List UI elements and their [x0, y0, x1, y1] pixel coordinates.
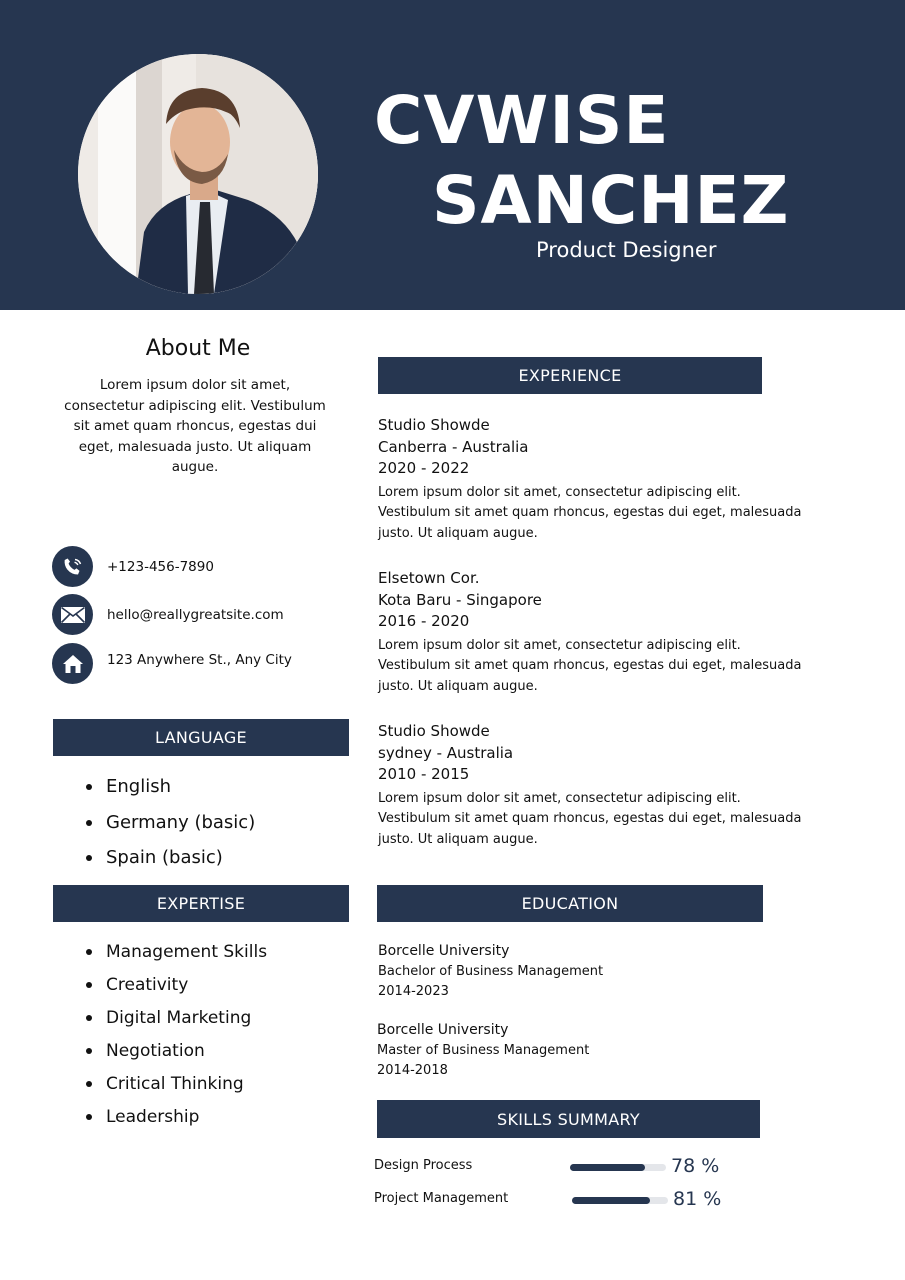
expertise-heading: EXPERTISE [53, 885, 349, 922]
education-school: Borcelle University [378, 943, 510, 959]
list-item: English [86, 775, 255, 811]
last-name: SANCHEZ [432, 162, 790, 239]
mail-icon [52, 594, 93, 635]
education-entry [378, 941, 638, 1002]
skills-heading: SKILLS SUMMARY [377, 1100, 760, 1138]
contact-address-text: 123 Anywhere St., Any City [107, 651, 292, 668]
education-years: 2014-2023 [378, 984, 449, 999]
phone-icon [52, 546, 93, 587]
job-years: 2010 - 2015 [378, 765, 470, 783]
job-company: Elsetown Cor. [378, 569, 480, 587]
skill-name: Project Management [374, 1191, 509, 1206]
contact-email [52, 594, 284, 635]
job-years: 2016 - 2020 [378, 612, 470, 630]
job-company: Studio Showde [378, 416, 490, 434]
job-entry [378, 721, 808, 850]
list-item: Creativity [86, 973, 267, 1006]
contact-address [52, 643, 292, 684]
language-heading: LANGUAGE [53, 719, 349, 756]
education-school: Borcelle University [377, 1022, 509, 1038]
job-company: Studio Showde [378, 722, 490, 740]
education-heading: EDUCATION [377, 885, 763, 922]
contact-email-text: hello@reallygreatsite.com [107, 606, 284, 623]
skill-name: Design Process [374, 1158, 473, 1173]
skill-bar-fill [572, 1197, 650, 1204]
profile-photo [78, 54, 318, 294]
education-degree: Bachelor of Business Management [378, 964, 604, 979]
header-banner [0, 0, 905, 310]
job-years: 2020 - 2022 [378, 459, 470, 477]
skill-bar-track [572, 1197, 668, 1204]
job-location: Kota Baru - Singapore [378, 590, 542, 609]
first-name: CVWISE [374, 82, 670, 159]
job-entry [378, 415, 808, 544]
language-list [86, 775, 255, 882]
education-entry [377, 1020, 637, 1081]
job-location: sydney - Australia [378, 743, 514, 762]
job-entry [378, 568, 808, 697]
list-item: Negotiation [86, 1039, 267, 1072]
list-item: Germany (basic) [86, 811, 255, 847]
job-title: Product Designer [536, 238, 717, 262]
about-title: About Me [145, 336, 251, 361]
skill-bar-fill [570, 1164, 645, 1171]
experience-heading: EXPERIENCE [378, 357, 762, 394]
education-years: 2014-2018 [377, 1063, 448, 1078]
contact-phone-text: +123-456-7890 [107, 558, 214, 575]
skill-percent: 81 % [673, 1188, 722, 1210]
job-description: Lorem ipsum dolor sit amet, consectetur adipiscing elit. Vestibulum sit amet quam rhoncus, egestas dui eget, malesuada justo. Ut aliquam augue. [378, 484, 802, 541]
education-degree: Master of Business Management [377, 1043, 590, 1058]
list-item: Spain (basic) [86, 846, 255, 882]
job-location: Canberra - Australia [378, 437, 529, 456]
list-item: Leadership [86, 1105, 267, 1138]
list-item: Management Skills [86, 940, 267, 973]
job-description: Lorem ipsum dolor sit amet, consectetur adipiscing elit. Vestibulum sit amet quam rhoncus, egestas dui eget, malesuada justo. Ut aliquam augue. [378, 790, 802, 847]
home-icon [52, 643, 93, 684]
contact-phone [52, 546, 214, 587]
about-text: Lorem ipsum dolor sit amet, consectetur adipiscing elit. Vestibulum sit amet quam rhoncus, egestas dui eget, malesuada justo. Ut aliquam augue. [64, 377, 326, 475]
skill-percent: 78 % [671, 1155, 720, 1177]
list-item: Digital Marketing [86, 1006, 267, 1039]
list-item: Critical Thinking [86, 1072, 267, 1105]
job-description: Lorem ipsum dolor sit amet, consectetur adipiscing elit. Vestibulum sit amet quam rhoncus, egestas dui eget, malesuada justo. Ut aliquam augue. [378, 637, 802, 694]
skill-bar-track [570, 1164, 666, 1171]
expertise-list [86, 940, 267, 1138]
